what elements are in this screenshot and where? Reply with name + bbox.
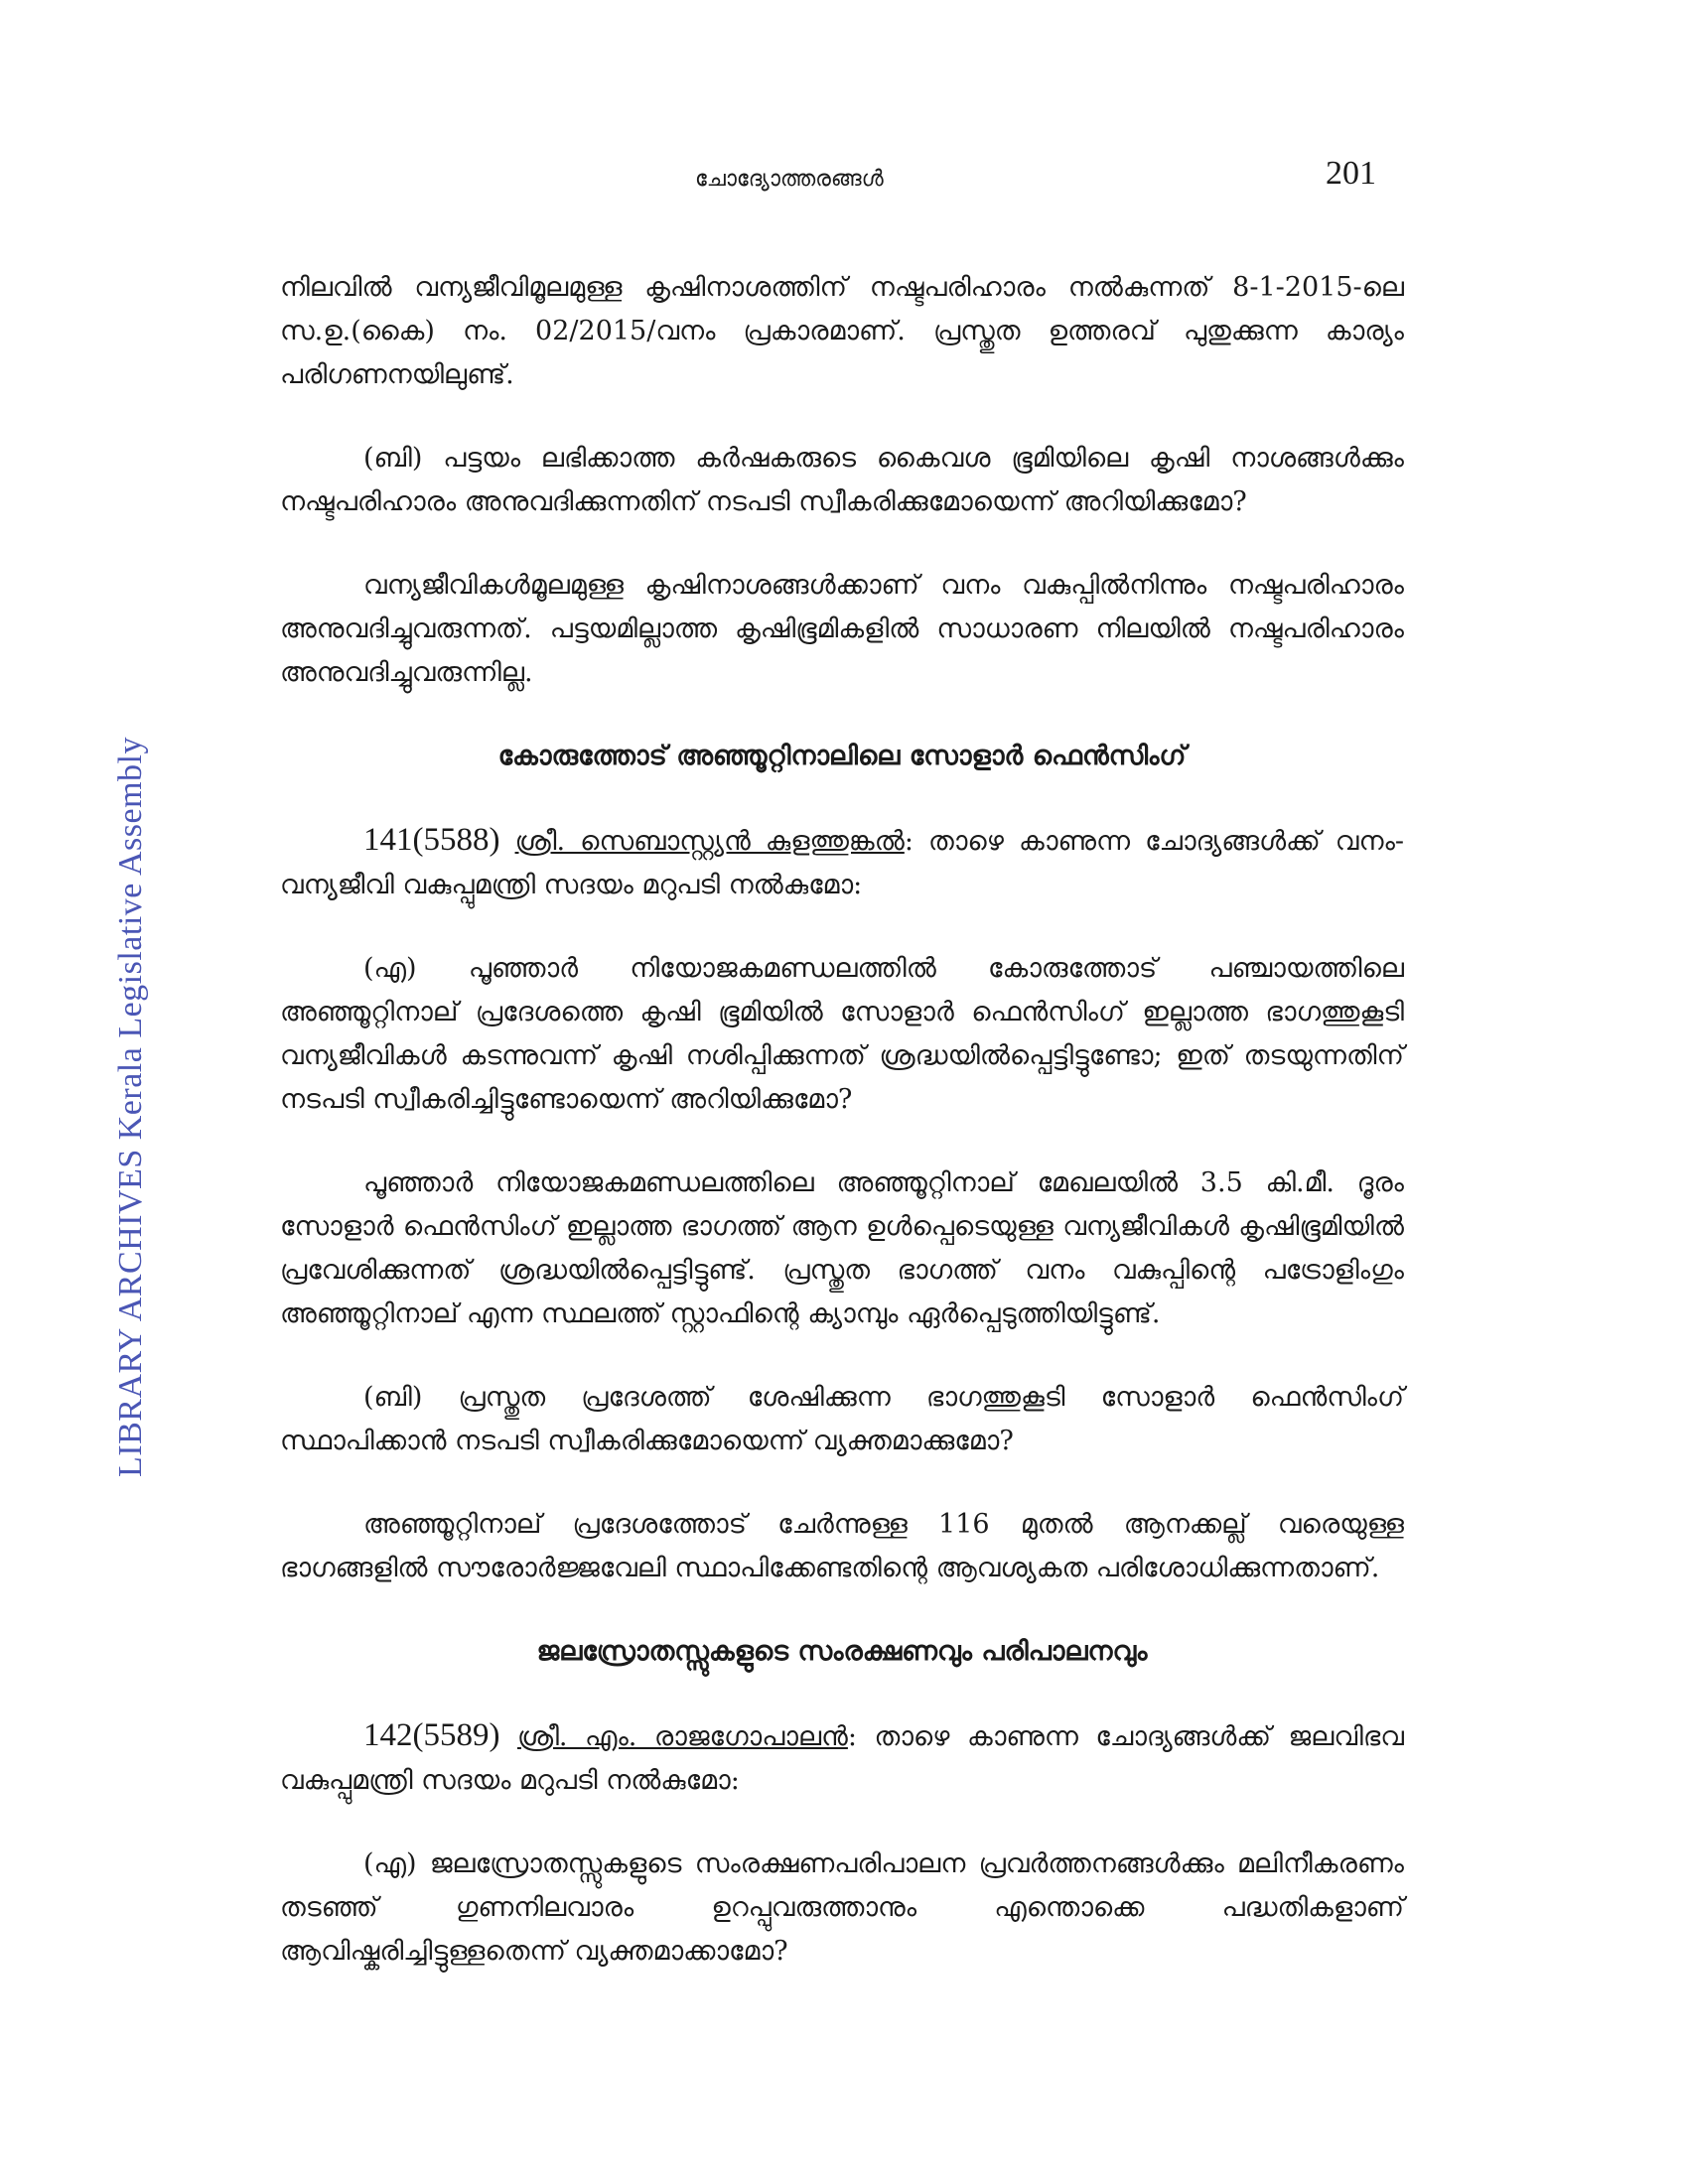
page-header (0, 149, 1688, 208)
member-name: ശ്രീ. എം. രാജഗോപാലൻ (516, 1721, 848, 1752)
section-heading: കോരുത്തോട് അഞ്ഞൂറ്റിനാലിലെ സോളാർ ഫെൻസിംഗ് (497, 741, 1187, 771)
page-number: 201 (1326, 155, 1376, 192)
question-paragraph: (എ) ജലസ്രോതസ്സുകളുടെ സംരക്ഷണപരിപാലന പ്രവർത്തനങ്ങൾക്കും മലിനീകരണം തടഞ്ഞ് ഗുണനിലവാരം ഉറപ്പുവരുത്താനും എന്തൊക്കെ പദ്ധതികളാണ് ആവിഷ്കരിച്ചിട്ടുള്ളതെന്ന് വ്യക്തമാക്കാമോ? (280, 1848, 1404, 1967)
question-paragraph: (എ) പൂഞ്ഞാർ നിയോജകമണ്ഡലത്തിൽ കോരുത്തോട് പഞ്ചായത്തിലെ അഞ്ഞൂറ്റിനാല് പ്രദേശത്തെ കൃഷി ഭൂമിയിൽ സോളാർ ഫെൻസിംഗ് ഇല്ലാത്ത ഭാഗത്തുകൂടി വന്യജീവികൾ കടന്നുവന്ന് കൃഷി നശിപ്പിക്കുന്നത് ശ്രദ്ധയിൽപ്പെട്ടിട്ടുണ്ടോ; ഇത് തടയുന്നതിന് നടപടി സ്വീകരിച്ചിട്ടുണ്ടോയെന്ന് അറിയിക്കുമോ? (280, 953, 1404, 1115)
page-body (280, 266, 1404, 2013)
answer-paragraph: വന്യജീവികൾമൂലമുള്ള കൃഷിനാശങ്ങൾക്കാണ് വനം വകുപ്പിൽനിന്നും നഷ്ടപരിഹാരം അനുവദിച്ചുവരുന്നത്. പട്ടയമില്ലാത്ത കൃഷിഭൂമികളിൽ സാധാരണ നിലയിൽ നഷ്ടപരിഹാരം അനുവദിച്ചുവരുന്നില്ല. (280, 570, 1404, 688)
archive-watermark: LIBRARY ARCHIVES Kerala Legislative Assembly (112, 736, 149, 1478)
question-intro (280, 818, 1404, 907)
answer-paragraph: പൂഞ്ഞാർ നിയോജകമണ്ഡലത്തിലെ അഞ്ഞൂറ്റിനാല് മേഖലയിൽ 3.5 കി.മീ. ദൂരം സോളാർ ഫെൻസിംഗ് ഇല്ലാത്ത ഭാഗത്ത് ആന ഉൾപ്പെടെയുള്ള വന്യജീവികൾ കൃഷിഭൂമിയിൽ പ്രവേശിക്കുന്നത് ശ്രദ്ധയിൽപ്പെട്ടിട്ടുണ്ട്. പ്രസ്തുത ഭാഗത്ത് വനം വകുപ്പിന്റെ പട്രോളിംഗും അഞ്ഞൂറ്റിനാല് എന്ന സ്ഥലത്ത് സ്റ്റാഫിന്റെ ക്യാമ്പും ഏർപ്പെടുത്തിയിട്ടുണ്ട്. (280, 1167, 1404, 1329)
question-intro-text: : താഴെ കാണുന്ന ചോദ്യങ്ങൾക്ക് വനം-വന്യജീവി വകുപ്പുമന്ത്രി സദയം മറുപടി നൽകുമോ: (280, 826, 1404, 900)
question-intro (280, 1713, 1404, 1803)
question-intro-text: : താഴെ കാണുന്ന ചോദ്യങ്ങൾക്ക് ജലവിഭവ വകുപ്പുമന്ത്രി സദയം മറുപടി നൽകുമോ: (280, 1721, 1404, 1796)
question-paragraph: (ബി) പ്രസ്തുത പ്രദേശത്ത് ശേഷിക്കുന്ന ഭാഗത്തുകൂടി സോളാർ ഫെൻസിംഗ് സ്ഥാപിക്കാൻ നടപടി സ്വീകരിക്കുമോയെന്ന് വ്യക്തമാക്കുമോ? (280, 1382, 1404, 1456)
running-title: ചോദ്യോത്തരങ്ങൾ (695, 167, 884, 192)
section-heading: ജലസ്രോതസ്സുകളുടെ സംരക്ഷണവും പരിപാലനവും (536, 1636, 1148, 1667)
answer-paragraph: അഞ്ഞൂറ്റിനാല് പ്രദേശത്തോട് ചേർന്നുള്ള 116 മുതൽ ആനക്കല്ല് വരെയുള്ള ഭാഗങ്ങളിൽ സൗരോർജ്ജവേലി സ്ഥാപിക്കേണ്ടതിന്റെ ആവശ്യകത പരിശോധിക്കുന്നതാണ്. (280, 1509, 1404, 1583)
member-name: ശ്രീ. സെബാസ്റ്റ്യൻ കുളത്തുങ്കൽ (514, 826, 905, 857)
answer-paragraph: നിലവിൽ വന്യജീവിമൂലമുള്ള കൃഷിനാശത്തിന് നഷ്ടപരിഹാരം നൽകുന്നത് 8-1-2015-ലെ സ.ഉ.(കൈ) നം. 02/2015/വനം പ്രകാരമാണ്. പ്രസ്തുത ഉത്തരവ് പുതുക്കുന്ന കാര്യം പരിഗണനയിലുണ്ട്. (280, 272, 1404, 390)
question-number: 141(5588) (363, 822, 500, 858)
question-number: 142(5589) (363, 1717, 500, 1753)
question-paragraph: (ബി) പട്ടയം ലഭിക്കാത്ത കർഷകരുടെ കൈവശ ഭൂമിയിലെ കൃഷി നാശങ്ങൾക്കും നഷ്ടപരിഹാരം അനുവദിക്കുന്നതിന് നടപടി സ്വീകരിക്കുമോയെന്ന് അറിയിക്കുമോ? (280, 443, 1404, 517)
